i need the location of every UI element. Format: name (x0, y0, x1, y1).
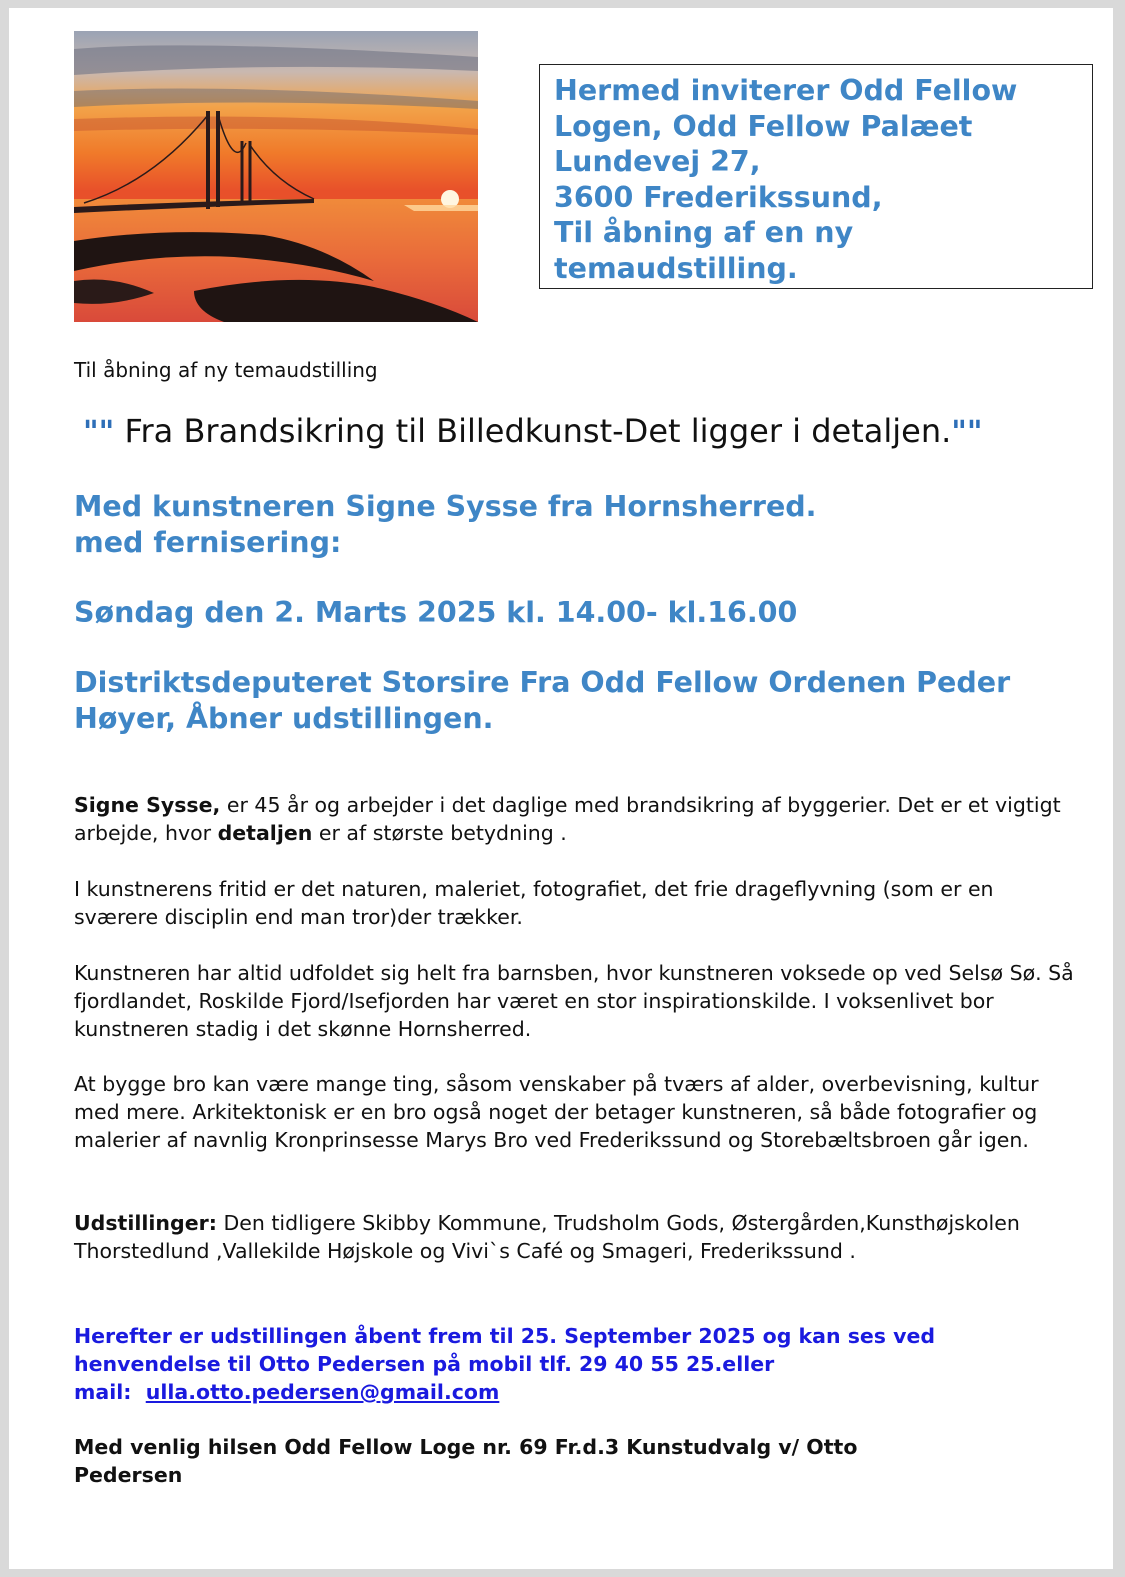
invite-line: Hermed inviterer Odd Fellow (554, 74, 1018, 107)
opener-heading (74, 665, 1010, 736)
bio-text: I kunstnerens fritid er det naturen, maleriet, fotografiet, det frie drageflyvning (som er en sværere disciplin end man tror)der trækker. (74, 877, 994, 929)
exhibitions-paragraph (74, 1209, 1084, 1265)
bio-paragraph-2 (74, 875, 1084, 931)
quote-open: "" (83, 415, 115, 450)
intro-text: Til åbning af ny temaudstilling (74, 358, 378, 382)
invite-line: Logen, Odd Fellow Palæet (554, 109, 973, 143)
mail-label: mail: (74, 1380, 146, 1404)
bio-text: At bygge bro kan være mange ting, såsom venskaber på tværs af alder, overbevisning, kultur med mere. Arkitektonisk er en bro også noget der betager kunstneren, så både fotografier og malerier af navnlig Kronprinsesse Marys Bro ved Frederikssund og Storebæltsbroen går igen. (74, 1072, 1039, 1152)
invite-line: Lundevej 27, (554, 145, 761, 178)
opener-line: Høyer, Åbner udstillingen. (74, 701, 494, 735)
artist-heading-line: Med kunstneren Signe Sysse fra Hornsherred. (74, 490, 817, 523)
invite-line: 3600 Frederikssund, (554, 180, 883, 214)
event-date: Søndag den 2. Marts 2025 kl. 14.00- kl.16.00 (74, 596, 798, 629)
bio-text: er af største betydning . (312, 821, 567, 845)
quote-close: "" (951, 415, 983, 450)
artist-name: Signe Sysse, (74, 793, 221, 817)
exhibition-title (83, 412, 983, 450)
signoff-line: Med venlig hilsen Odd Fellow Loge nr. 69 Fr.d.3 Kunstudvalg v/ Otto (74, 1435, 858, 1459)
bio-emphasis: detaljen (217, 821, 313, 845)
signoff-line: Pedersen (74, 1463, 183, 1487)
invitation-page (9, 8, 1113, 1569)
exhibitions-text: Den tidligere Skibby Kommune, Trudsholm Gods, Østergården,Kunsthøjskolen Thorstedlund ,Vallekilde Højskole og Vivi`s Café og Smageri, Frederikssund . (74, 1211, 1020, 1263)
exhibitions-label: Udstillinger: (74, 1211, 217, 1235)
exhibition-title-text: Fra Brandsikring til Billedkunst-Det ligger i detaljen. (124, 412, 952, 450)
signoff (74, 1433, 857, 1489)
artist-heading (74, 489, 817, 560)
bridge-sunset-painting (74, 31, 478, 322)
invite-line: temaudstilling. (554, 251, 798, 285)
bio-paragraph-4 (74, 1070, 1084, 1154)
opener-line: Distriktsdeputeret Storsire Fra Odd Fellow Ordenen Peder (74, 666, 1011, 699)
bio-text: Kunstneren har altid udfoldet sig helt fra barnsben, hvor kunstneren voksede op ved Selsø Sø. Så fjordlandet, Roskilde Fjord/Isefjorden har været en stor inspirationskilde. I voksenlivet bor kunstneren stadig i det skønne Hornsherred. (74, 961, 1074, 1041)
contact-line: henvendelse til Otto Pedersen på mobil tlf. 29 40 55 25.eller (74, 1352, 775, 1376)
invitation-box (539, 64, 1093, 289)
bio-paragraph-1 (74, 791, 1084, 847)
invite-line: Til åbning af en ny (554, 216, 854, 249)
bio-paragraph-3 (74, 959, 1084, 1043)
bio-text: er 45 år og arbejder i det daglige med brandsikring af byggerier. Det er et vigtigt arbejde, hvor (74, 793, 1061, 845)
email-link[interactable]: ulla.otto.pedersen@gmail.com (145, 1380, 500, 1404)
contact-line: Herefter er udstillingen åbent frem til 25. September 2025 og kan ses ved (74, 1324, 936, 1348)
artist-heading-line: med fernisering: (74, 525, 342, 559)
contact-info (74, 1322, 935, 1406)
